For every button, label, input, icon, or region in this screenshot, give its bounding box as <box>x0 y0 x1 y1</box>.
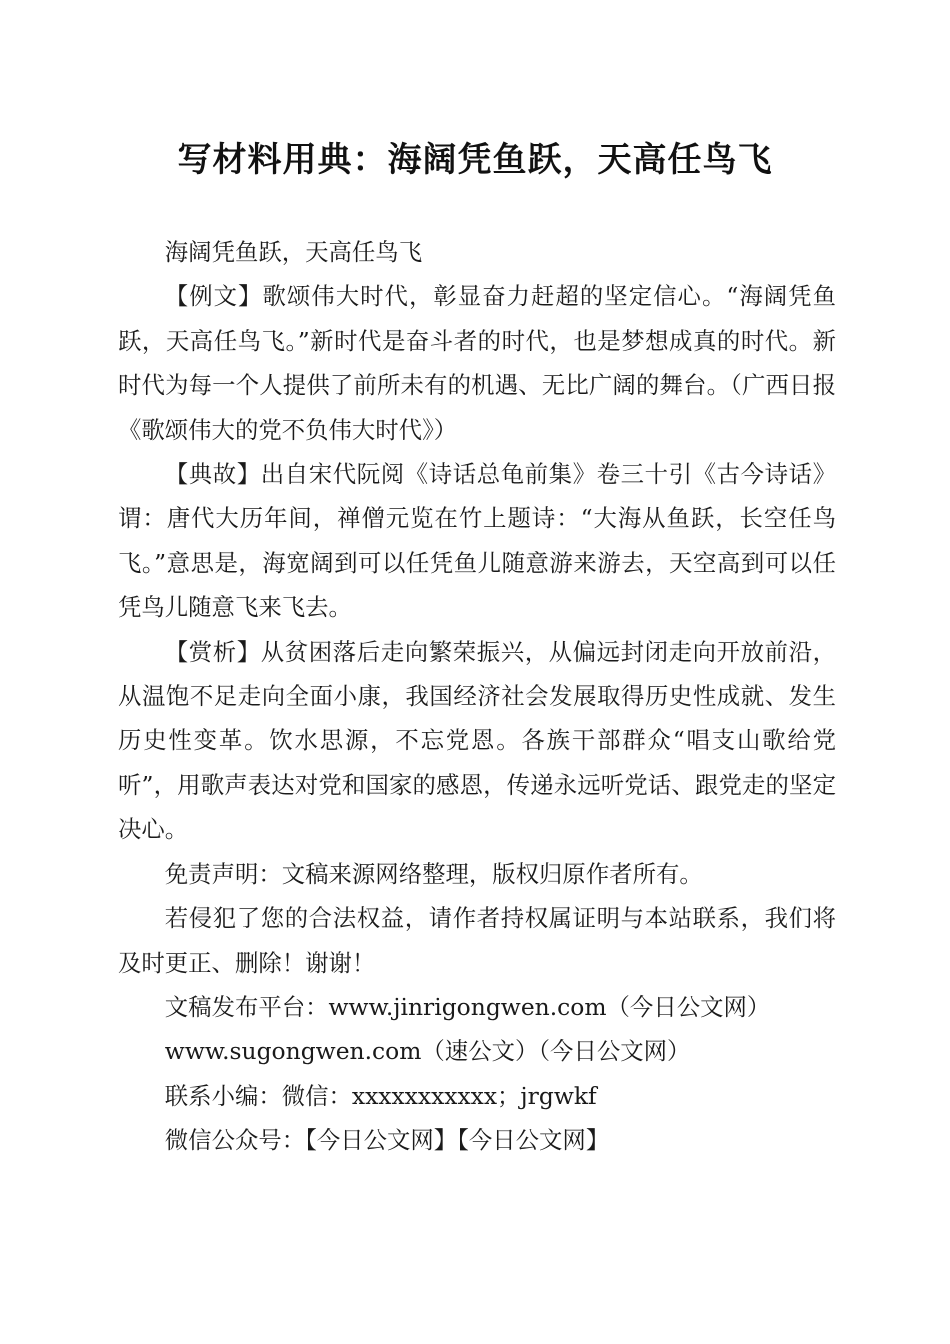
paragraph-publish-platform: 文稿发布平台：www.jinrigongwen.com（今日公文网） <box>164 992 771 1021</box>
paragraph-allusion: 【典故】出自宋代阮阅《诗话总龟前集》卷三十引《古今诗话》谓：唐代大历年间，禅僧元览在竹上题诗：“大海从鱼跃，长空任鸟飞。”意思是，海宽阔到可以任凭鱼儿随意游来游去，天空高到可以任凭鸟儿随意飞来飞去。 <box>118 460 836 622</box>
paragraph-example: 【例文】歌颂伟大时代，彰显奋力赶超的坚定信心。“海阔凭鱼跃，天高任鸟飞。”新时代是奋斗者的时代，也是梦想成真的时代。新时代为每一个人提供了前所未有的机遇、无比广阔的舞台。（广西日报《歌颂伟大的党不负伟大时代》） <box>118 282 836 444</box>
paragraph-contact: 联系小编：微信：xxxxxxxxxxx；jrgwkf <box>164 1081 597 1110</box>
document-title: 写材料用典：海阔凭鱼跃，天高任鸟飞 <box>177 140 773 180</box>
paragraph-wechat-account: 微信公众号：【今日公文网】【今日公文网】 <box>164 1126 610 1155</box>
paragraph-analysis: 【赏析】从贫困落后走向繁荣振兴，从偏远封闭走向开放前沿，从温饱不足走向全面小康，我国经济社会发展取得历史性成就、发生历史性变革。饮水思源，不忘党恩。各族干部群众“唱支山歌给党听”，用歌声表达对党和国家的感恩，传递永远听党话、跟党走的坚定决心。 <box>118 637 836 844</box>
paragraph-subtitle: 海阔凭鱼跃，天高任鸟飞 <box>164 238 423 266</box>
paragraph-disclaimer: 免责声明：文稿来源网络整理，版权归原作者所有。 <box>164 859 703 888</box>
document-body <box>118 230 836 1163</box>
paragraph-alt-site: www.sugongwen.com（速公文）（今日公文网） <box>164 1037 691 1066</box>
paragraph-infringement-notice: 若侵犯了您的合法权益，请作者持权属证明与本站联系，我们将及时更正、删除！谢谢！ <box>118 904 836 977</box>
